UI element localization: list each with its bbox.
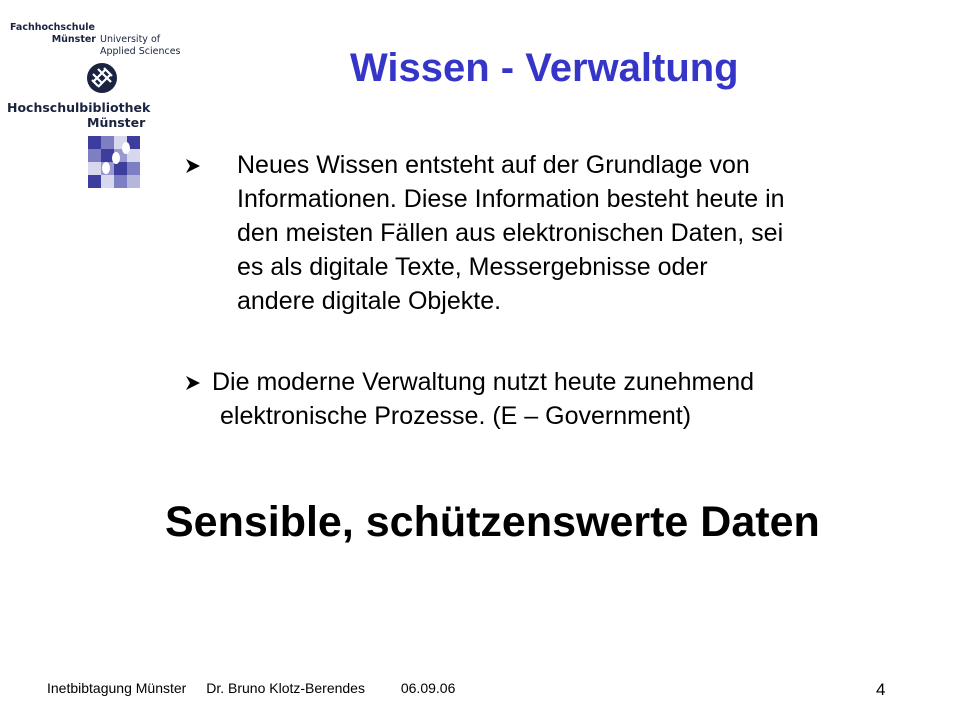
fh-muenster-label: Münster (51, 34, 96, 45)
arrowhead-bullet-icon (185, 158, 201, 174)
arrowhead-bullet-icon (185, 375, 201, 391)
library-logo-text (7, 100, 150, 130)
slide-title: Wissen - Verwaltung (350, 46, 739, 90)
library-name-line: Hochschulbibliothek (7, 100, 151, 115)
page-number: 4 (876, 680, 886, 699)
fh-logo-text (10, 22, 181, 58)
bullet-line: es als digitale Texte, Messergebnisse oder (237, 253, 708, 281)
bullet-line: Neues Wissen entsteht auf der Grundlage von (237, 151, 750, 179)
bullet-text (237, 148, 945, 318)
footer-date: 06.09.06 (400, 680, 456, 696)
bullet-line: Die moderne Verwaltung nutzt heute zunehmend (212, 368, 755, 396)
footer (47, 680, 455, 696)
bullet-line: den meisten Fällen aus elektronischen Daten, sei (237, 219, 784, 247)
bullet-line: elektronische Prozesse. (E – Government) (220, 402, 692, 430)
fh-applied-sciences-label: Applied Sciences (100, 46, 181, 57)
bullet-knowledge (185, 148, 945, 318)
library-city-line: Münster (87, 115, 146, 130)
bullet-line: andere digitale Objekte. (237, 287, 502, 315)
footer-event: Inetbibtagung Münster (47, 680, 187, 696)
fh-muenster-emblem-icon (86, 62, 118, 94)
headline: Sensible, schützenswerte Daten (165, 498, 820, 546)
bullet-line: Informationen. Diese Information besteht heute in (237, 185, 785, 213)
fh-name-line: Fachhochschule (10, 22, 95, 33)
footer-author: Dr. Bruno Klotz-Berendes (206, 680, 365, 696)
fh-university-label: University of (100, 34, 161, 45)
hochschulbibliothek-logo-icon (88, 136, 140, 188)
bullet-administration (185, 365, 945, 433)
